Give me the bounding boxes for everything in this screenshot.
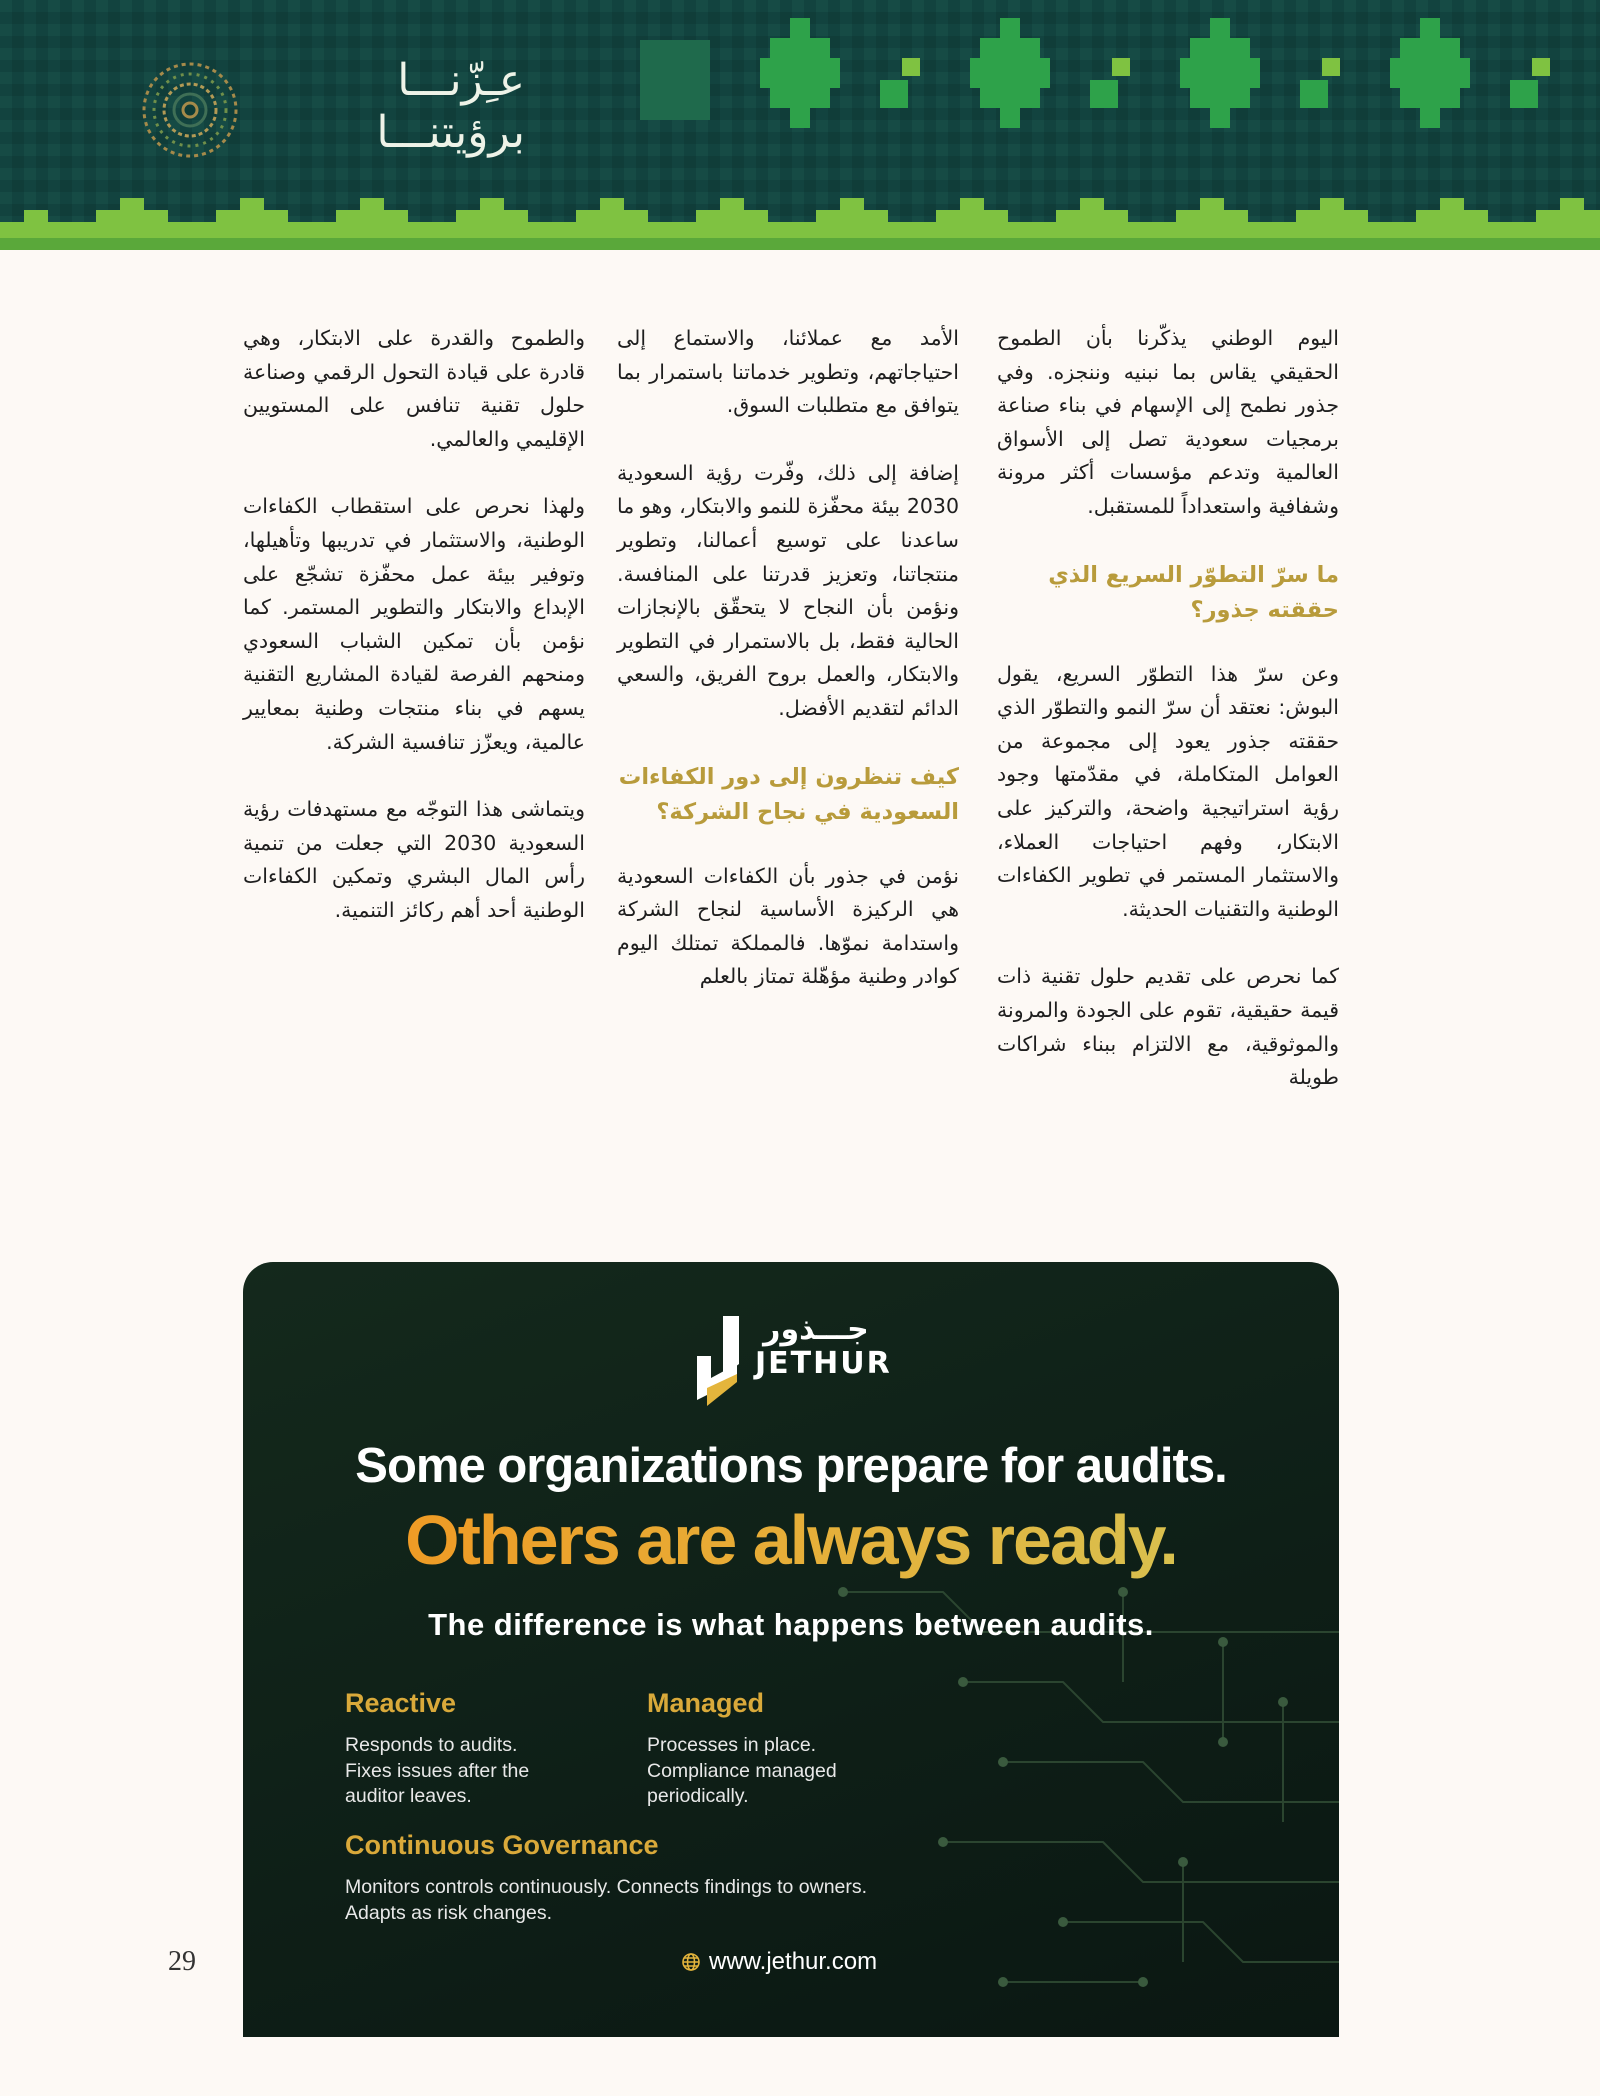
section-heading: كيف تنظرون إلى دور الكفاءات السعودية في نجاح الشركة؟ (618, 763, 959, 825)
jethur-mark-icon (693, 1316, 749, 1406)
paragraph: اليوم الوطني يذكّرنا بأن الطموح الحقيقي يقاس بما نبنيه وننجزه. وفي جذور نطمح إلى الإسهام في بناء صناعة برمجيات سعودية تصل إلى الأسواق العالمية وتدعم مؤسسات أكثر مرونة وشفافية واستعداداً للمستقبل. (997, 326, 1339, 518)
section-heading: ما سرّ التطوّر السريع الذي حققته جذور؟ (1048, 561, 1339, 623)
jethur-logo (693, 1312, 893, 1407)
national-day-logo (135, 55, 525, 165)
article-column-left (243, 322, 585, 962)
article-column-middle (617, 322, 959, 1028)
tier-description: Processes in place. Compliance managed periodically. (647, 1734, 837, 1807)
header-banner (0, 0, 1600, 250)
paragraph: نؤمن في جذور بأن الكفاءات السعودية هي الركيزة الأساسية لنجاح الشركة واستدامة نموّها. فالمملكة تمتلك اليوم كوادر وطنية مؤهّلة تمتاز بالعلم (617, 863, 959, 989)
jethur-advertisement (243, 1262, 1339, 2037)
paragraph: كما نحرص على تقديم حلول تقنية ذات قيمة حقيقية، تقوم على الجودة والمرونة والموثوقية، مع الالتزام ببناء شراكات طويلة (997, 964, 1339, 1090)
globe-icon (681, 1951, 701, 1979)
article-column-right (997, 322, 1339, 1129)
tier-description: Monitors controls continuously. Connects findings to owners. Adapts as risk changes. (345, 1876, 868, 1924)
page-number: 29 (168, 1946, 196, 1977)
tier-title: Continuous Governance (345, 1830, 659, 1860)
paragraph: ويتماشى هذا التوجّه مع مستهدفات رؤية السعودية 2030 التي جعلت من تنمية رأس المال البشري وتمكين الكفاءات الوطنية أحد أهم ركائز التنمية. (243, 797, 586, 922)
tier-description: Responds to audits. Fixes issues after the auditor leaves. (345, 1734, 530, 1807)
paragraph: والطموح والقدرة على الابتكار، وهي قادرة على قيادة التحول الرقمي وصناعة حلول تقنية تنافس على المستويين الإقليمي والعالمي. (243, 326, 585, 451)
website-url: www.jethur.com (709, 1948, 878, 1975)
tier-continuous-governance (345, 1830, 985, 1926)
tier-title: Reactive (345, 1688, 457, 1718)
ad-headline-highlight (243, 1500, 1339, 1580)
logo-wordmark (295, 55, 525, 159)
paragraph: ولهذا نحرص على استقطاب الكفاءات الوطنية، والاستثمار في تدريبها وتأهيلها، وتوفير بيئة عمل محفّزة تشجّع على الإبداع والابتكار والتطوير المستمر. كما نؤمن بأن تمكين الشباب السعودي ومنحهم الفرصة لقيادة المشاريع التقنية يسهم في بناء منتجات وطنية بمعايير عالمية، ويعزّز تنافسية الشركة. (243, 494, 585, 754)
paragraph: إضافة إلى ذلك، وفّرت رؤية السعودية 2030 بيئة محفّزة للنمو والابتكار، وهو ما ساعدنا على توسيع أعمالنا، وتطوير منتجاتنا، وتعزيز قدرتنا على المنافسة. ونؤمن بأن النجاح لا يتحقّق بالإنجازات الحالية فقط، بل بالاستمرار في التطوير والابتكار، والعمل بروح الفريق، والسعي الدائم لتقديم الأفضل. (617, 460, 959, 720)
brand-name-arabic: جـــذور (763, 1312, 869, 1347)
sunburst-emblem-icon (135, 55, 245, 165)
tier-title: Managed (647, 1688, 765, 1718)
website-link[interactable] (681, 1948, 877, 1979)
ad-headline: Some organizations prepare for audits. (355, 1439, 1227, 1493)
logo-line-1: عـِزّنـــا (397, 55, 525, 106)
logo-line-2: برؤيتنـــا (376, 107, 525, 158)
tier-reactive (345, 1688, 605, 1810)
ad-highlight-text: Others are always ready. (405, 1501, 1177, 1579)
ad-subheadline: The difference is what happens between audits. (428, 1607, 1154, 1642)
brand-name-english: JETHUR (755, 1346, 892, 1381)
paragraph: وعن سرّ هذا التطوّر السريع، يقول البوش: نعتقد أن سرّ النمو والتطوّر الذي حققته جذور يعود إلى مجموعة من العوامل المتكاملة، في مقدّمتها وجود رؤية استراتيجية واضحة، والتركيز على الابتكار، وفهم احتياجات العملاء، والاستثمار المستمر في تطوير الكفاءات الوطنية والتقنيات الحديثة. (997, 661, 1339, 921)
tier-managed (647, 1688, 927, 1810)
paragraph: الأمد مع عملائنا، والاستماع إلى احتياجاتهم، وتطوير خدماتنا باستمرار بما يتوافق مع متطلبات السوق. (617, 326, 959, 418)
